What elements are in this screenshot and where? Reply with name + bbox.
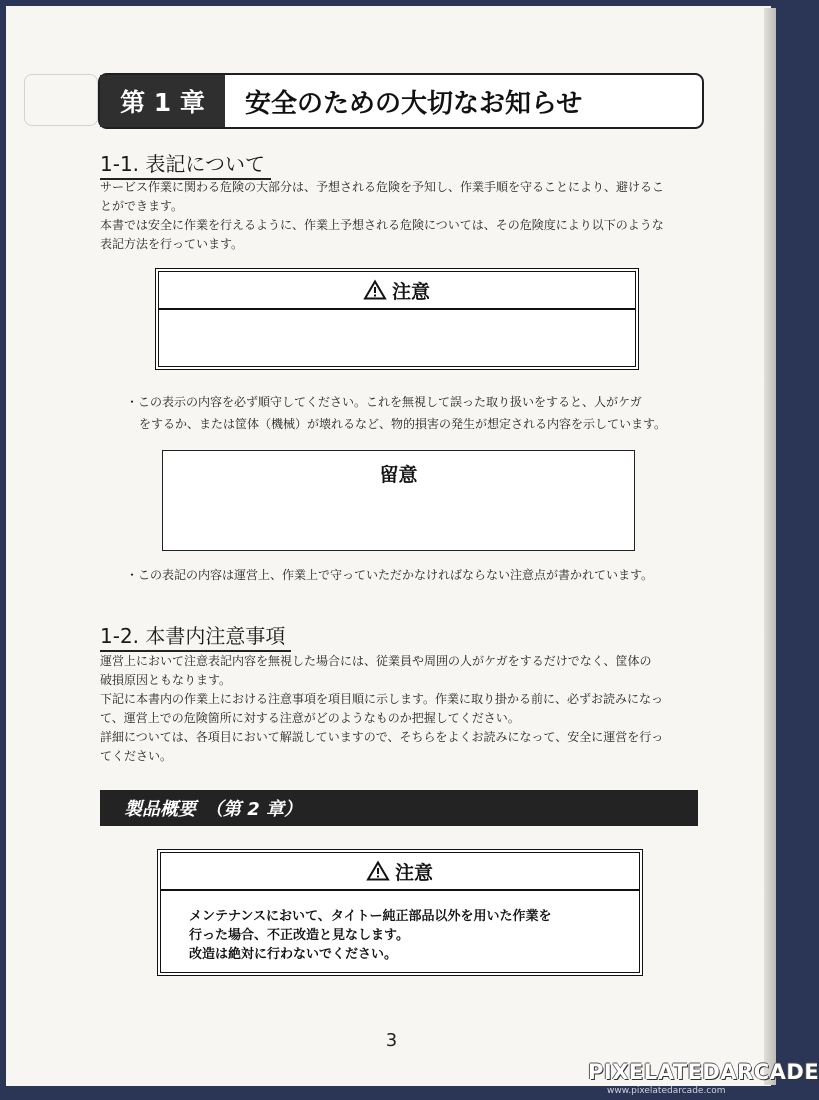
notice-box-title: 留意 xyxy=(379,464,418,486)
warning-triangle-icon xyxy=(367,861,389,881)
note-line: ・この表示の内容を必ず順守してください。これを無視して誤った取り扱いをすると、人がケガ xyxy=(126,395,642,409)
warning-triangle-icon xyxy=(364,280,386,300)
section-heading-1-2: 1-2. 本書内注意事項 xyxy=(100,620,291,652)
paragraph-line: 詳細については、各項目において解説していますので、そちらをよくお読みになって、安全に運営を行っ xyxy=(100,730,664,744)
notice-description: ・この表記の内容は運営上、作業上で守っていただかなければならない注意点が書かれています。 xyxy=(126,568,654,582)
note-line: をするか、または筐体（機械）が壊れるなど、物的損害の発生が想定される内容を示しています。 xyxy=(139,417,667,431)
chapter-header xyxy=(98,73,704,129)
caution-line: 行った場合、不正改造と見なします。 xyxy=(189,928,409,943)
section-1-2-body xyxy=(100,652,702,766)
caution-modification-box xyxy=(160,852,640,973)
bleed-through-bar xyxy=(24,74,98,126)
paragraph-line: てください。 xyxy=(100,749,173,763)
paragraph-line: て、運営上での危険箇所に対する注意がどのようなものか把握してください。 xyxy=(100,711,520,725)
notice-sample-box xyxy=(162,450,635,551)
paragraph-line: とができます。 xyxy=(100,199,184,213)
chapter-title: 安全のための大切なお知らせ xyxy=(245,88,583,119)
caution-description xyxy=(126,391,704,435)
caution-box-title: 注意 xyxy=(394,861,433,884)
caution-line: メンテナンスにおいて、タイトー純正部品以外を用いた作業を xyxy=(189,909,552,924)
caution-sample-box xyxy=(158,271,636,367)
page-edge xyxy=(764,8,776,1085)
paragraph-line: 破損原因ともなります。 xyxy=(100,673,232,687)
caution-box-header xyxy=(159,272,635,310)
page-number: 3 xyxy=(385,1030,398,1051)
section-heading-1-1: 1-1. 表記について xyxy=(100,148,271,180)
paragraph-line: 本書では安全に作業を行えるように、作業上予想される危険については、その危険度により以下のような xyxy=(100,218,664,232)
caution-box-header xyxy=(161,853,639,891)
section-1-1-body xyxy=(100,178,702,254)
caution-box-title: 注意 xyxy=(391,280,430,303)
caution-line: 改造は絶対に行わないでください。 xyxy=(189,947,398,962)
paragraph-line: 運営上において注意表記内容を無視した場合には、従業員や周囲の人がケガをするだけでなく、筐体の xyxy=(100,654,652,668)
chapter-number: 第 1 章 xyxy=(100,75,225,127)
watermark-url: www.pixelatedarcade.com xyxy=(607,1086,726,1096)
paragraph-line: 表記方法を行っています。 xyxy=(100,237,244,251)
product-overview-band: 製品概要 （第 2 章） xyxy=(100,790,698,826)
paragraph-line: 下記に本書内の作業上における注意事項を項目順に示します。作業に取り掛かる前に、必ずお読みになっ xyxy=(100,692,664,706)
paragraph-line: サービス作業に関わる危険の大部分は、予想される危険を予知し、作業手順を守ることにより、避けるこ xyxy=(100,180,665,194)
caution-box-body xyxy=(161,891,639,964)
watermark-brand: PIXELATEDARCADE xyxy=(588,1060,819,1084)
